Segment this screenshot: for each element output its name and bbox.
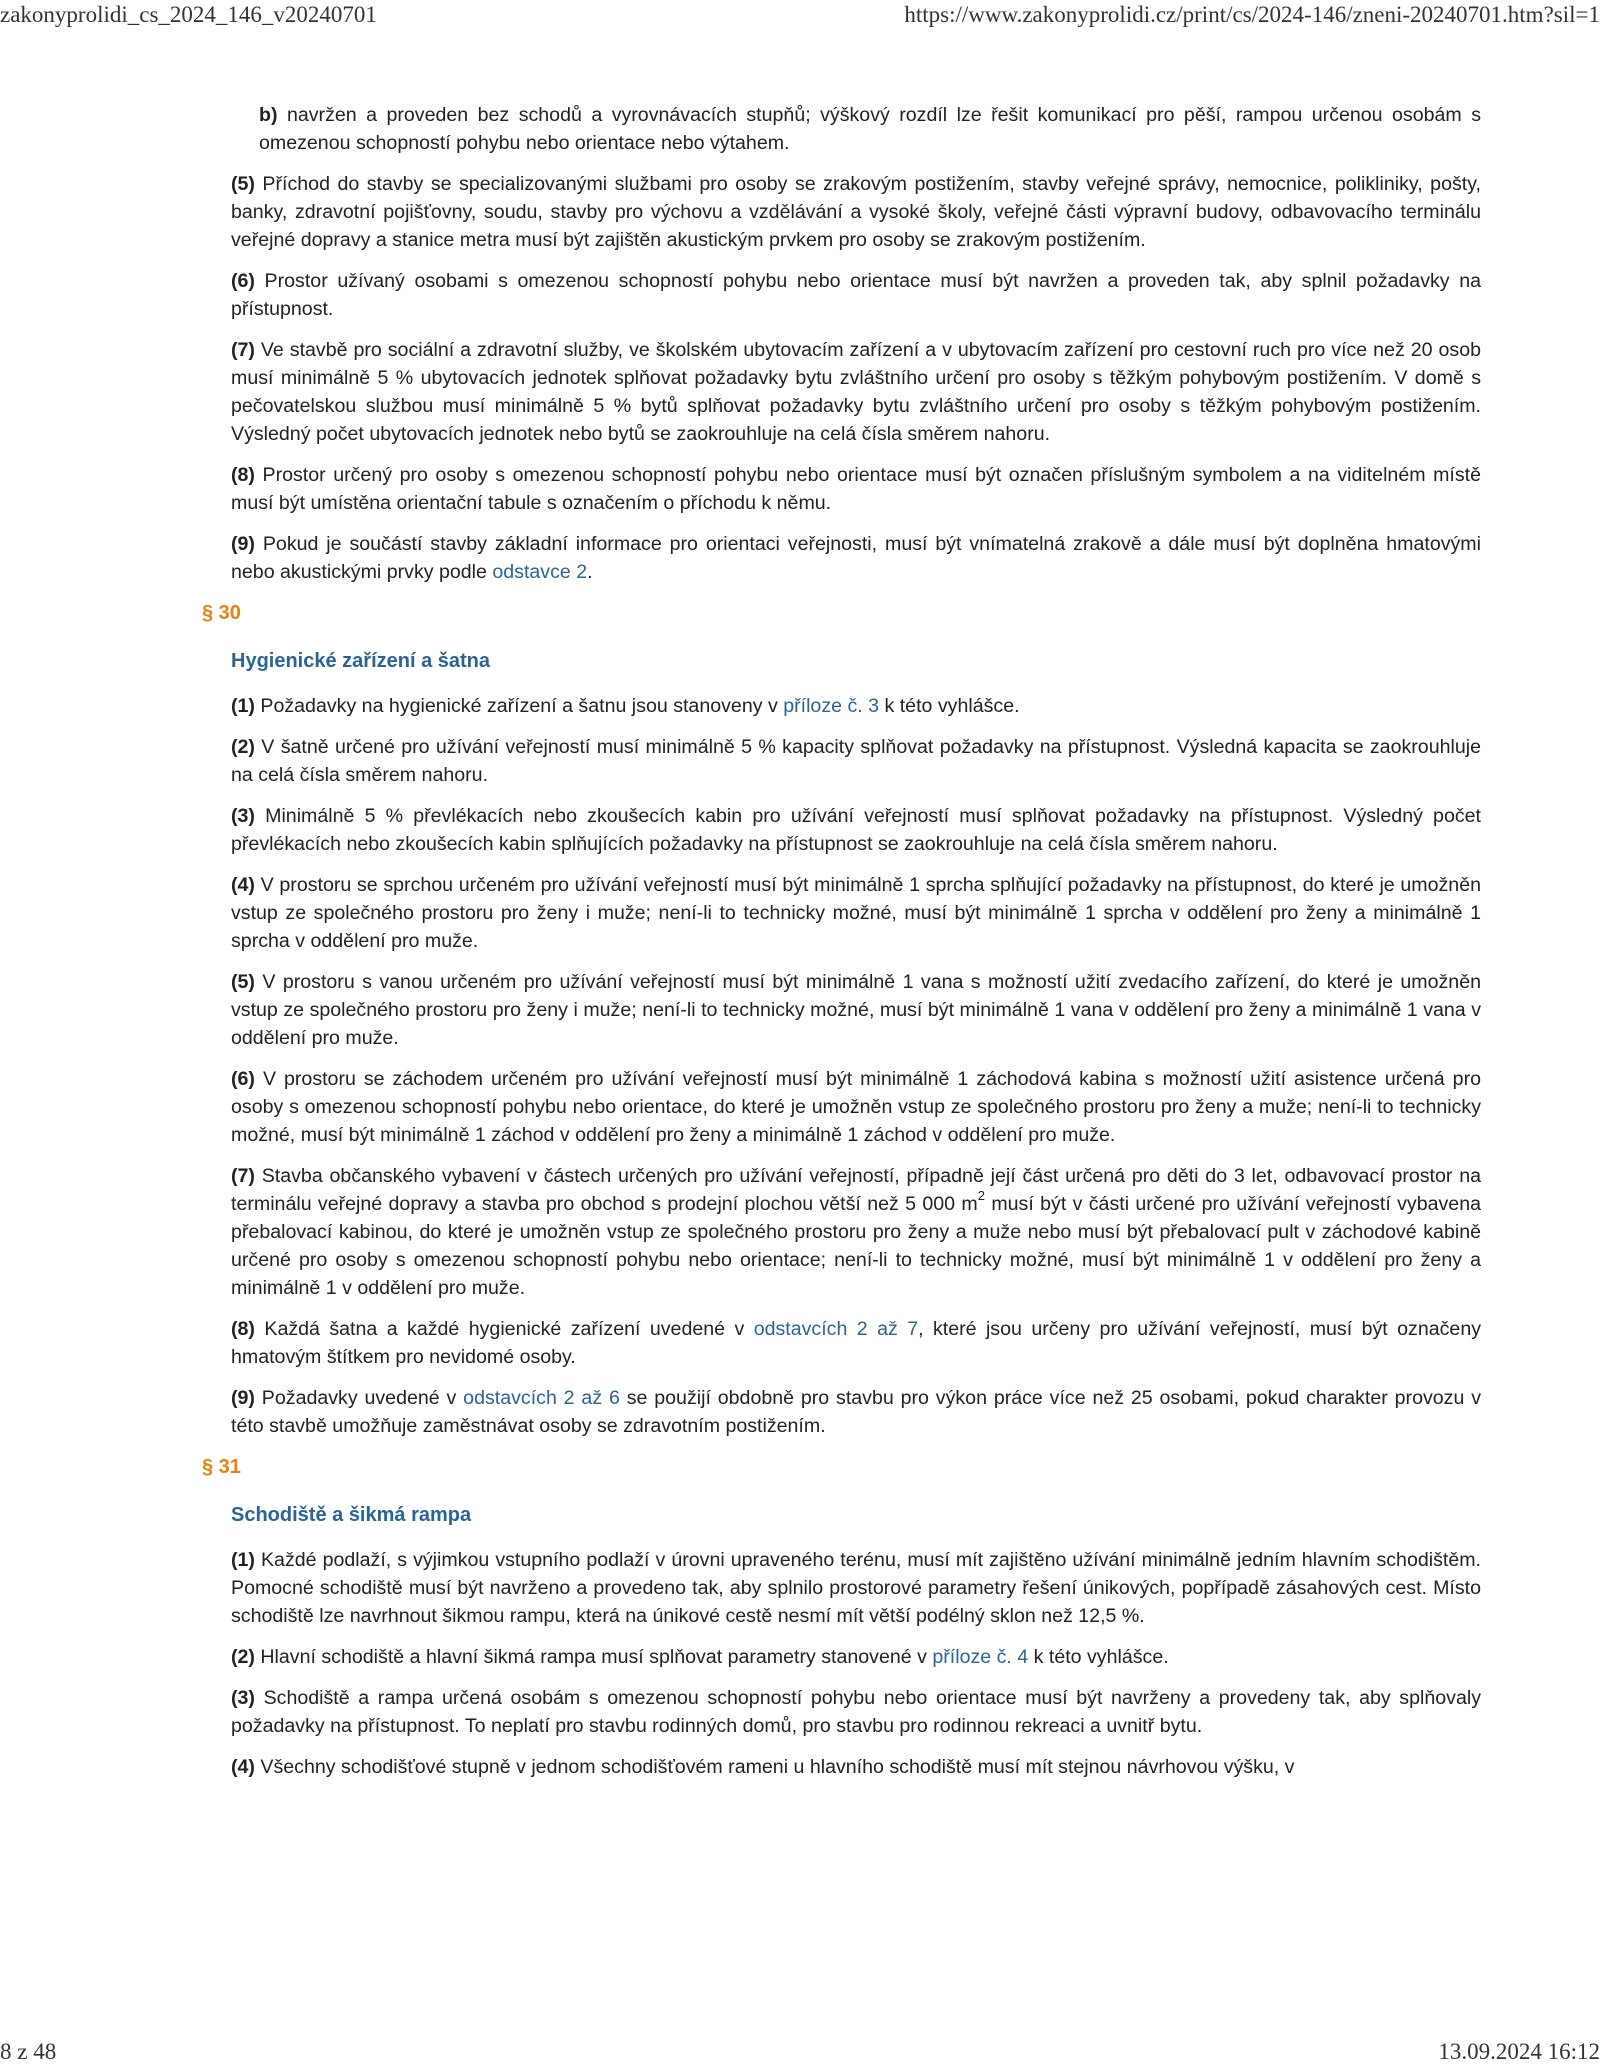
paragraph-number: (6) [231,1068,255,1090]
print-header-url: https://www.zakonyprolidi.cz/print/cs/2024-146/zneni-20240701.htm?sil=1 [904,2,1600,27]
print-footer-page: 8 z 48 [0,2039,57,2064]
paragraph-text: Hlavní schodiště a hlavní šikmá rampa musí splňovat parametry stanovené v [254,1646,933,1668]
paragraph-number: (8) [231,1318,255,1340]
paragraph-text: Požadavky uvedené v [254,1387,464,1409]
paragraph-text: Příchod do stavby se specializovanými službami pro osoby se zrakovým postižením, stavby veřejné správy, nemocnice, polikliniky, pošty, banky, zdravotní pojišťovny, soudu, stavby pro výchovu a vzdělávání a vysoké školy, veřejné části výpravní budovy, odbavovacího terminálu veřejné dopravy a stanice metra musí být zajištěn akustickým prvkem pro osoby se zrakovým postižením. [231,173,1481,251]
paragraph-text: Ve stavbě pro sociální a zdravotní služby, ve školském ubytovacím zařízení a v ubytovacím zařízení pro cestovní ruch pro více než 20 osob musí minimálně 5 % ubytovacích jednotek splňovat požadavky bytu zvláštního určení pro osoby s těžkým pohybovým postižením. V domě s pečovatelskou službou musí minimálně 5 % bytů splňovat požadavky bytu zvláštního určení pro osoby s těžkým pohybovým postižením. Výsledný počet ubytovacích jednotek nebo bytů se zaokrouhluje na celá čísla směrem nahoru. [231,339,1481,445]
paragraph-number: (5) [231,971,255,993]
s30-paragraph-9 [231,1384,1481,1440]
paragraph-text: Schodiště a rampa určená osobám s omezenou schopností pohybu nebo orientace musí být navrženy a provedeny tak, aby splňovaly požadavky na přístupnost. To neplatí pro stavbu rodinných domů, pro stavbu pro rodinnou rekreaci a uvnitř bytu. [231,1687,1481,1737]
paragraph-text: Prostor užívaný osobami s omezenou schopností pohybu nebo orientace musí být navržen a proveden tak, aby splnil požadavky na přístupnost. [231,270,1481,320]
paragraph-number: (9) [231,533,255,555]
s30-paragraph-4 [231,871,1481,955]
paragraph-text: Každá šatna a každé hygienické zařízení uvedené v [254,1318,754,1340]
paragraph-text-end: se použijí obdobně pro stavbu pro výkon práce více než 25 osobami, pokud charakter provozu v této stavbě umožňuje zaměstnávat osoby se zdravotním postižením. [231,1387,1481,1437]
paragraph-text: V šatně určené pro užívání veřejností musí minimálně 5 % kapacity splňovat požadavky na přístupnost. Výsledná kapacita se zaokrouhluje na celá čísla směrem nahoru. [231,736,1481,786]
s30-paragraph-2 [231,733,1481,789]
superscript: 2 [977,1188,985,1204]
paragraph-number: (6) [231,270,255,292]
s31-paragraph-1 [231,1546,1481,1630]
paragraph-number: (5) [231,173,255,195]
paragraph-8 [231,461,1481,517]
link-odstavcich-2-7[interactable]: odstavcích 2 až 7 [753,1318,919,1340]
paragraph-number: (3) [231,1687,255,1709]
section-number-30: § 30 [202,602,241,624]
s30-paragraph-3 [231,802,1481,858]
paragraph-text-end: k této vyhlášce. [879,695,1020,717]
link-priloha-3[interactable]: příloze č. 3 [783,695,880,717]
list-item-label: b) [259,104,278,126]
paragraph-number: (4) [231,1756,255,1778]
paragraph-text: V prostoru se sprchou určeném pro užívání veřejností musí být minimálně 1 sprcha splňující požadavky na přístupnost, do které je umožněn vstup ze společného prostoru pro ženy i muže; není-li to technicky možné, musí být minimálně 1 sprcha v oddělení pro ženy a minimálně 1 sprcha v oddělení pro muže. [231,874,1481,952]
paragraph-text: Každé podlaží, s výjimkou vstupního podlaží v úrovni upraveného terénu, musí mít zajištěno užívání minimálně jedním hlavním schodištěm. Pomocné schodiště musí být navrženo a provedeno tak, aby splnilo prostorové parametry řešení únikových, popřípadě zásahových cest. Místo schodiště lze navrhnout šikmou rampu, která na únikové cestě nesmí mít větší podélný sklon než 12,5 %. [231,1549,1481,1627]
paragraph-5 [231,170,1481,254]
link-priloha-4[interactable]: příloze č. 4 [932,1646,1029,1668]
print-footer-datetime: 13.09.2024 16:12 [1438,2039,1600,2064]
paragraph-number: (4) [231,874,255,896]
paragraph-text-end: k této vyhlášce. [1028,1646,1169,1668]
paragraph-number: (7) [231,1165,255,1187]
paragraph-number: (2) [231,736,255,758]
s30-paragraph-1 [231,692,1481,720]
paragraph-number: (7) [231,339,255,361]
s30-paragraph-5 [231,968,1481,1052]
paragraph-number: (3) [231,805,255,827]
section-number-31: § 31 [202,1456,241,1478]
paragraph-text: Všechny schodišťové stupně v jednom schodišťovém rameni u hlavního schodiště musí mít stejnou návrhovou výšku, v [254,1756,1295,1778]
s30-paragraph-7 [231,1162,1481,1302]
paragraph-text: Pokud je součástí stavby základní informace pro orientaci veřejnosti, musí být vnímatelná zrakově a dále musí být doplněna hmatovými nebo akustickými prvky podle [231,533,1481,583]
paragraph-text-end: musí být v části určené pro užívání veřejností vybavena přebalovací kabinou, do které je umožněn vstup ze společného prostoru pro ženy a muže nebo musí být přebalovací pult v záchodové kabině určené pro osoby s omezenou schopností pohybu nebo orientace; není-li to technicky možné, musí být minimálně 1 v oddělení pro ženy a minimálně 1 v oddělení pro muže. [231,1193,1481,1299]
paragraph-7 [231,336,1481,448]
link-odstavcich-2-6[interactable]: odstavcích 2 až 6 [463,1387,620,1409]
paragraph-text: Prostor určený pro osoby s omezenou schopností pohybu nebo orientace musí být označen příslušným symbolem a na viditelném místě musí být umístěna orientační tabule s označením o příchodu k němu. [231,464,1481,514]
s31-paragraph-2 [231,1643,1481,1671]
link-odstavce-2[interactable]: odstavce 2 [492,561,588,583]
paragraph-number: (9) [231,1387,255,1409]
paragraph-text: Požadavky na hygienické zařízení a šatnu jsou stanoveny v [254,695,784,717]
list-item-b [231,101,1481,157]
document-content [202,101,1482,1794]
paragraph-text: V prostoru s vanou určeném pro užívání veřejností musí být minimálně 1 vana s možností užití zvedacího zařízení, do které je umožněn vstup ze společného prostoru pro ženy i muže; není-li to technicky možné, musí být minimálně 1 vana v oddělení pro ženy a minimálně 1 vana v oddělení pro muže. [231,971,1481,1049]
paragraph-number: (1) [231,1549,255,1571]
paragraph-number: (8) [231,464,255,486]
section-title-30: Hygienické zařízení a šatna [231,650,491,672]
s30-paragraph-8 [231,1315,1481,1371]
paragraph-text-end: . [587,561,593,583]
paragraph-9 [231,530,1481,586]
list-item-text: navržen a proveden bez schodů a vyrovnávacích stupňů; výškový rozdíl lze řešit komunikací pro pěší, rampou určenou osobám s omezenou schopností pohybu nebo orientace nebo výtahem. [259,104,1481,154]
s30-paragraph-6 [231,1065,1481,1149]
s31-paragraph-3 [231,1684,1481,1740]
paragraph-text: V prostoru se záchodem určeném pro užívání veřejností musí být minimálně 1 záchodová kabina s možností užití asistence určená pro osoby s omezenou schopností pohybu nebo orientace, do které je umožněn vstup ze společného prostoru pro ženy a muže; není-li to technicky možné, musí být minimálně 1 záchod v oddělení pro ženy a minimálně 1 záchod v oddělení pro muže. [231,1068,1481,1146]
paragraph-6 [231,267,1481,323]
paragraph-number: (1) [231,695,255,717]
s31-paragraph-4 [231,1753,1481,1781]
paragraph-text-end: , které jsou určeny pro užívání veřejností, musí být označeny hmatovým štítkem pro nevidomé osoby. [231,1318,1482,1368]
paragraph-text: Stavba občanského vybavení v částech určených pro užívání veřejností, případně její část určená pro děti do 3 let, odbavovací prostor na terminálu veřejné dopravy a stavba pro obchod s prodejní plochou větší než 5 000 m [231,1165,1481,1215]
print-header-filename: zakonyprolidi_cs_2024_146_v20240701 [0,2,377,27]
paragraph-number: (2) [231,1646,255,1668]
paragraph-text: Minimálně 5 % převlékacích nebo zkoušecích kabin pro užívání veřejností musí splňovat požadavky na přístupnost. Výsledný počet převlékacích nebo zkoušecích kabin splňujících požadavky na přístupnost se zaokrouhluje na celá čísla směrem nahoru. [231,805,1481,855]
section-title-31: Schodiště a šikmá rampa [231,1504,472,1526]
